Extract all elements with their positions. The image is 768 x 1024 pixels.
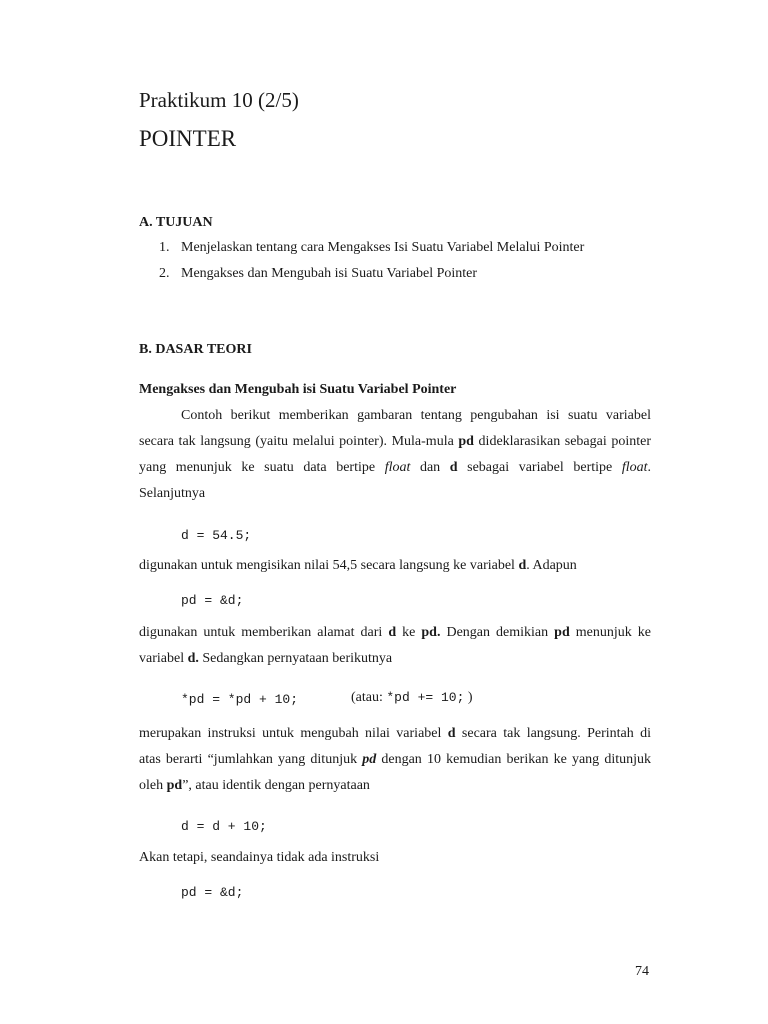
objective-item-2 (159, 266, 477, 282)
page-number: 74 (635, 964, 649, 979)
objective-text: Mengakses dan Mengubah isi Suatu Variabel Pointer (181, 266, 478, 281)
code-address-assign: pd = &d; (181, 593, 244, 608)
address-line-2: variabel d. Sedangkan pernyataan berikutnya (139, 651, 393, 666)
indirect-line-2: atas berarti “jumlahkan yang ditunjuk pd dengan 10 kemudian berikan ke yang ditunjuk (139, 752, 651, 767)
paragraph-intro (139, 403, 651, 507)
indirect-line-3: oleh pd”, atau identik dengan pernyataan (139, 778, 370, 793)
objective-number: 1. (159, 240, 170, 255)
code-increment-alternative: (atau: *pd += 10; ) (351, 690, 473, 705)
objective-text: Menjelaskan tentang cara Mengakses Isi Suatu Variabel Melalui Pointer (181, 240, 585, 255)
section-b-heading: B. DASAR TEORI (139, 342, 252, 357)
intro-line-4: Selanjutnya (139, 486, 206, 501)
intro-line-3: yang menunjuk ke suatu data bertipe float dan d sebagai variabel bertipe float. (139, 460, 651, 475)
paragraph-address (139, 620, 651, 672)
objective-number: 2. (159, 266, 170, 281)
intro-line-2: secara tak langsung (yaitu melalui pointer). Mula-mula pd dideklarasikan sebagai pointer (139, 434, 651, 449)
objective-item-1 (159, 240, 584, 256)
indirect-line-1: merupakan instruksi untuk mengubah nilai variabel d secara tak langsung. Perintah di (139, 726, 652, 741)
praktikum-subtitle: Praktikum 10 (2/5) (139, 88, 299, 112)
page-title: POINTER (139, 126, 237, 151)
section-a-heading: A. TUJUAN (139, 215, 213, 230)
code-increment: *pd = *pd + 10; (181, 692, 299, 707)
paragraph-direct-assign: digunakan untuk mengisikan nilai 54,5 secara langsung ke variabel d. Adapun (139, 558, 577, 573)
address-line-1: digunakan untuk memberikan alamat dari d ke pd. Dengan demikian pd menunjuk ke (139, 625, 651, 640)
section-b-subheading: Mengakses dan Mengubah isi Suatu Variabel Pointer (139, 382, 457, 397)
code-direct-add: d = d + 10; (181, 819, 267, 834)
intro-line-1: Contoh berikut memberikan gambaran tentang pengubahan isi suatu variabel (181, 408, 651, 423)
paragraph-however: Akan tetapi, seandainya tidak ada instruksi (139, 850, 380, 865)
code-assign-d: d = 54.5; (181, 528, 252, 543)
code-address-assign-repeat: pd = &d; (181, 885, 244, 900)
paragraph-indirect (139, 721, 651, 799)
